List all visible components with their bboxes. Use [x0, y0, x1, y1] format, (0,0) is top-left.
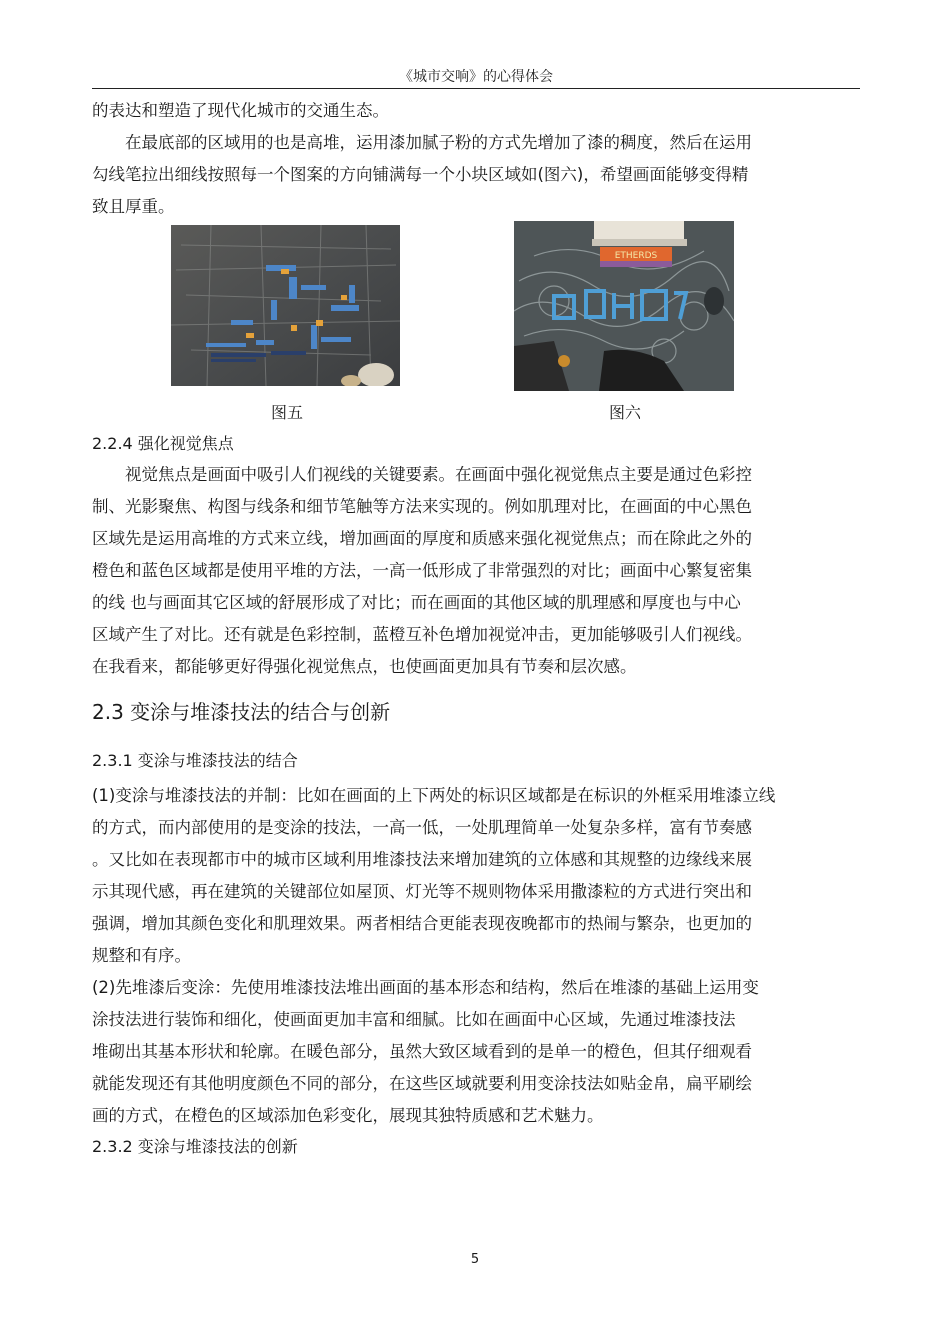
text-line: 强调，增加其颜色变化和肌理效果。两者相结合更能表现夜晚都市的热闹与繁杂，也更加的 [92, 914, 752, 933]
text-line: 。又比如在表现都市中的城市区域利用堆漆技法来增加建筑的立体感和其规整的边缘线来展 [92, 850, 752, 869]
header-rule [92, 88, 860, 89]
continuation-paragraph [92, 95, 860, 127]
section-heading-2-2-4: 2.2.4 强化视觉焦点 [92, 434, 234, 453]
text-line: 涂技法进行装饰和细化，使画面更加丰富和细腻。比如在画面中心区域，先通过堆漆技法 [92, 1010, 736, 1029]
text-line: 规整和有序。 [92, 946, 191, 965]
combination-item-1 [92, 780, 860, 972]
combination-item-2 [92, 972, 860, 1132]
running-header: 《城市交响》的心得体会 [399, 69, 553, 85]
text-line: 勾线笔拉出细线按照每一个图案的方向铺满每一个小块区域如(图六)，希望画面能够变得精 [92, 165, 749, 184]
text-line: 的表达和塑造了现代化城市的交通生态。 [92, 101, 389, 120]
text-line: 橙色和蓝色区域都是使用平堆的方法，一高一低形成了非常强烈的对比；画面中心繁复密集 [92, 561, 752, 580]
text-line: 制、光影聚焦、构图与线条和细节笔触等方法来实现的。例如肌理对比，在画面的中心黑色 [92, 497, 752, 516]
figure-five-photo [171, 225, 400, 386]
text-line: 示其现代感，再在建筑的关键部位如屋顶、灯光等不规则物体采用撒漆粒的方式进行突出和 [92, 882, 752, 901]
text-line: 在我看来，都能够更好得强化视觉焦点，也使画面更加具有节奏和层次感。 [92, 657, 637, 676]
section-heading-2-3-2: 2.3.2 变涂与堆漆技法的创新 [92, 1137, 298, 1156]
section-heading-2-3-1: 2.3.1 变涂与堆漆技法的结合 [92, 751, 298, 770]
visual-focus-paragraph [92, 459, 860, 683]
text-line: 致且厚重。 [92, 197, 175, 216]
text-line: 在最底部的区域用的也是高堆，运用漆加腻子粉的方式先增加了漆的稠度，然后在运用 [125, 133, 752, 152]
text-line: 的线 也与画面其它区域的舒展形成了对比；而在画面的其他区域的肌理感和厚度也与中心 [92, 593, 741, 612]
text-line: 的方式，而内部使用的是变涂的技法，一高一低，一处肌理简单一处复杂多样，富有节奏感 [92, 818, 752, 837]
text-line: (2)先堆漆后变涂：先使用堆漆技法堆出画面的基本形态和结构，然后在堆漆的基础上运用变 [92, 978, 759, 997]
bottom-region-paragraph [92, 127, 860, 223]
section-heading-2-3: 2.3 变涂与堆漆技法的结合与创新 [92, 700, 391, 724]
lacquer-panel-blue-pattern-image [171, 225, 400, 386]
page-number: 5 [470, 1252, 480, 1267]
text-line: 堆砌出其基本形状和轮廓。在暖色部分，虽然大致区域看到的是单一的橙色，但其仔细观看 [92, 1042, 752, 1061]
figure-six-caption: 图六 [608, 403, 641, 422]
text-line: 视觉焦点是画面中吸引人们视线的关键要素。在画面中强化视觉焦点主要是通过色彩控 [125, 465, 752, 484]
text-line: 区域产生了对比。还有就是色彩控制，蓝橙互补色增加视觉冲击，更加能够吸引人们视线。 [92, 625, 752, 644]
text-line: 区域先是运用高堆的方式来立线，增加画面的厚度和质感来强化视觉焦点；而在除此之外的 [92, 529, 752, 548]
figure-five-caption: 图五 [270, 403, 303, 422]
text-line: 画的方式，在橙色的区域添加色彩变化，展现其独特质感和艺术魅力。 [92, 1106, 604, 1125]
text-line: 就能发现还有其他明度颜色不同的部分，在这些区域就要利用变涂技法如贴金帛，扁平刷绘 [92, 1074, 752, 1093]
figure-six-photo [514, 221, 734, 391]
sticker-text: ETHERDS [614, 251, 658, 261]
text-line: (1)变涂与堆漆技法的并制：比如在画面的上下两处的标识区域都是在标识的外框采用堆漆立线 [92, 786, 776, 805]
lacquer-panel-fine-lines-image [514, 221, 734, 391]
